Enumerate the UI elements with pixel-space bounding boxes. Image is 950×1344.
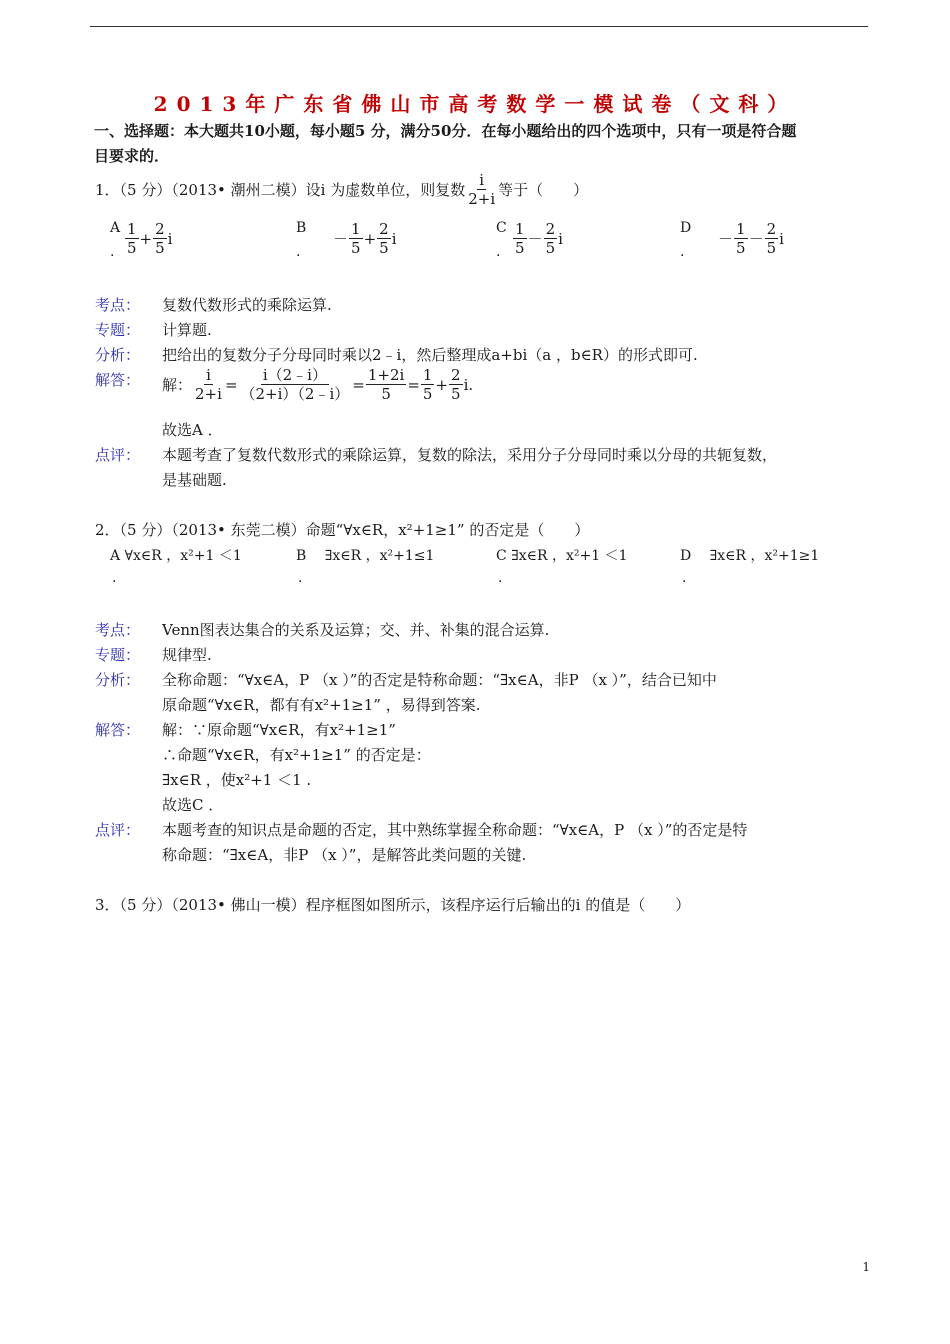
section-heading-cont: 目要求的． <box>94 147 170 165</box>
q2-jieda-label: 解答： <box>95 721 141 739</box>
q1-guxuan: 故选A ． <box>162 421 223 439</box>
q1-dianping-1: 本题考查了复数代数形式的乘除运算，复数的除法，采用分子分母同时乘以分母的共轭复数， <box>162 446 778 464</box>
q2-zhuanti: 规律型. <box>162 646 212 664</box>
q2-kaodian-label: 考点： <box>95 621 141 639</box>
q2-dianping-1: 本题考查的知识点是命题的否定，其中熟练掌握全称命题：“∀x∈A，P （x ）”的否定是特 <box>162 821 748 839</box>
q1-jieda-label: 解答： <box>95 371 141 389</box>
q2-option-d-dot: . <box>682 570 687 586</box>
section-heading: 一、选择题：本大题共10小题，每小题5 分，满分50分．在每小题给出的四个选项中，只有一项是符合题 <box>94 122 797 140</box>
q1-kaodian: 复数代数形式的乘除运算. <box>162 296 332 314</box>
q2-fenxi-label: 分析： <box>95 671 141 689</box>
q2-dianping-label: 点评： <box>95 821 141 839</box>
q2-jieda-4: 故选C ． <box>162 796 224 814</box>
q1-fraction: $\frac{i}{2+i}$ <box>468 171 496 208</box>
q1-zhuanti-label: 专题： <box>95 321 141 339</box>
q2-option-a-dot: . <box>112 570 117 586</box>
q1-kaodian-label: 考点： <box>95 296 141 314</box>
q1-option-a-math: $\frac{1}{5}$ + $\frac{2}{5}$ i <box>127 220 173 257</box>
q1-option-c-letter: C <box>496 220 507 236</box>
q3-stem: 3．（5 分）（2013• 佛山一模）程序框图如图所示，该程序运行后输出的i 的值是（ ） <box>95 896 691 914</box>
q2-option-c: C ∃x∈R ，x²+1 ＜1 <box>496 548 628 564</box>
q1-option-d-dot: . <box>680 244 685 260</box>
q1-option-b-letter: B <box>296 220 307 236</box>
q2-dianping-2: 称命题：“∃x∈A，非P （x ）”，是解答此类问题的关键. <box>162 846 527 864</box>
q1-dianping-label: 点评： <box>95 446 141 464</box>
q1-stem: 1．（5 分）（2013• 潮州二模）设i 为虚数单位，则复数 $\frac{i}{2+i}$ 等于（ ） <box>95 171 589 208</box>
q1-option-d-letter: D <box>680 220 692 236</box>
q2-zhuanti-label: 专题： <box>95 646 141 664</box>
q2-option-b-dot: . <box>298 570 303 586</box>
page-number: 1 <box>862 1260 870 1274</box>
q1-option-c-math: $\frac{1}{5}$ － $\frac{2}{5}$ i <box>515 220 563 257</box>
q2-jieda-2: ∴命题“∀x∈R，有x²+1≥1” 的否定是： <box>162 746 431 764</box>
q1-zhuanti: 计算题. <box>162 321 212 339</box>
q2-option-a: A ∀x∈R ，x²+1 ＜1 <box>110 548 242 564</box>
q1-option-c-dot: . <box>496 244 501 260</box>
q1-option-d-math: － $\frac{1}{5}$ － $\frac{2}{5}$ i <box>718 220 784 257</box>
header-rule <box>90 26 868 27</box>
q1-dianping-2: 是基础题. <box>162 471 227 489</box>
q2-fenxi-2: 原命题“∀x∈R，都有有x²+1≥1” ，易得到答案. <box>162 696 481 714</box>
q1-option-b-dot: . <box>296 244 301 260</box>
q1-option-a-dot: . <box>110 244 115 260</box>
page-title: 2013年广东省佛山市高考数学一模试卷（文科） <box>153 92 797 116</box>
q1-option-a-letter: A <box>110 220 121 236</box>
q2-option-b: B ∃x∈R ，x²+1≤1 <box>296 548 435 564</box>
q2-jieda-1: 解：∵原命题“∀x∈R，有x²+1≥1” <box>162 721 396 739</box>
q2-option-c-dot: . <box>498 570 503 586</box>
q1-fenxi: 把给出的复数分子分母同时乘以2﹣i，然后整理成a+bi（a ，b∈R）的形式即可. <box>162 346 698 364</box>
q1-fenxi-label: 分析： <box>95 346 141 364</box>
q2-fenxi-1: 全称命题：“∀x∈A，P （x ）”的否定是特称命题：“∃x∈A，非P （x ）”，结合已知中 <box>162 671 717 689</box>
q2-jieda-3: ∃x∈R ，使x²+1 ＜1 . <box>162 771 312 789</box>
q2-option-d: D ∃x∈R ，x²+1≥1 <box>680 548 820 564</box>
q2-kaodian: Venn图表达集合的关系及运算；交、并、补集的混合运算. <box>162 621 550 639</box>
q1-option-b-math: － $\frac{1}{5}$ + $\frac{2}{5}$ i <box>333 220 397 257</box>
q1-solution-equation: 解： $\frac{i}{2+i}$ = $\frac{i(2﹣i)}{(2+i)(2﹣i)}$ = $\frac{1+2i}{5}$ = $\frac{1}{5}$ + $\frac{2}{5}$ i . <box>162 366 474 403</box>
q2-stem: 2．（5 分）（2013• 东莞二模）命题“∀x∈R，x²+1≥1” 的否定是（ ） <box>95 521 590 539</box>
